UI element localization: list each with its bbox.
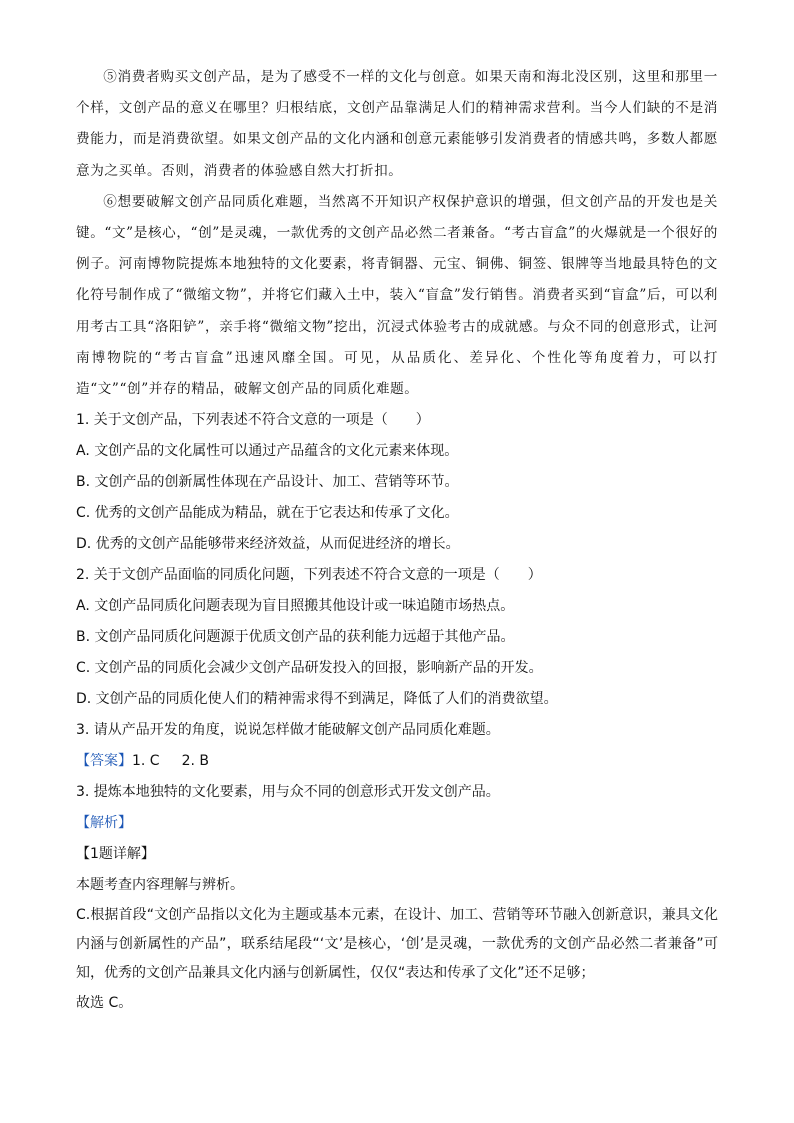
question-1-stem: 1. 关于文创产品，下列表述不符合文意的一项是（ ）: [76, 412, 430, 429]
question-2-option-c: C. 文创产品的同质化会减少文创产品研发投入的回报，影响新产品的开发。: [76, 660, 543, 677]
question-3-stem: 3. 请从产品开发的角度，说说怎样做才能破解文创产品同质化难题。: [76, 722, 500, 739]
passage-paragraph-6: ⑥想要破解文创产品同质化难题，当然离不开知识产权保护意识的增强，但文创产品的开发也是关键。“文”是核心，“创”是灵魂，一款优秀的文创产品必然二者兼备。“考古盲盒”的火爆就是一个很好的例子。河南博物院提炼本地独特的文化要素，将青铜器、元宝、铜佛、铜签、银牌等当地最具特色的文化符号制作成了“微缩文物”，并将它们藏入土中，装入“盲盒”发行销售。消费者买到“盲盒”后，可以利用考古工具“洛阳铲”，亲手将“微缩文物”挖出，沉浸式体验考古的成就感。与众不同的创意形式，让河南博物院的“考古盲盒”迅速风靡全国。可见，从品质化、差异化、个性化等角度着力，可以打造“文”“创”并存的精品，破解文创产品的同质化难题。: [76, 193, 718, 398]
question-2-option-b: B. 文创产品同质化问题源于优质文创产品的获利能力远超于其他产品。: [76, 629, 515, 646]
answer-1: 1. C: [132, 753, 160, 770]
analysis-intro: 本题考查内容理解与辨析。: [76, 877, 244, 894]
answer-row: [76, 746, 718, 777]
question-1-option-b: B. 文创产品的创新属性体现在产品设计、加工、营销等环节。: [76, 474, 459, 491]
question-1-option-d: D. 优秀的文创产品能够带来经济效益，从而促进经济的增长。: [76, 536, 460, 553]
analysis-tag: 【解析】: [76, 815, 132, 832]
question-2-option-a: A. 文创产品同质化问题表现为盲目照搬其他设计或一味追随市场热点。: [76, 598, 515, 615]
reading-passage: [76, 62, 718, 405]
answer-3: 3. 提炼本地独特的文化要素，用与众不同的创意形式开发文创产品。: [76, 784, 500, 801]
questions-section: [76, 405, 718, 1019]
passage-paragraph-5: ⑤消费者购买文创产品，是为了感受不一样的文化与创意。如果天南和海北没区别，这里和那里一个样，文创产品的意义在哪里？归根结底，文创产品靠满足人们的精神需求营利。当今人们缺的不是消费能力，而是消费欲望。如果文创产品的文化内涵和创意元素能够引发消费者的情感共鸣，多数人都愿意为之买单。否则，消费者的体验感自然大打折扣。: [76, 69, 718, 179]
question-2-option-d: D. 文创产品的同质化使人们的精神需求得不到满足，降低了人们的消费欲望。: [76, 691, 558, 708]
answer-2: 2. B: [181, 753, 210, 770]
question-1-option-a: A. 文创产品的文化属性可以通过产品蕴含的文化元素来体现。: [76, 443, 459, 460]
answer-tag: 【答案】: [76, 753, 132, 770]
analysis-q1-heading: 【1题详解】: [76, 846, 155, 863]
analysis-body: C.根据首段“文创产品指以文化为主题或基本元素，在设计、加工、营销等环节融入创新意识，兼具文化内涵与创新属性的产品”，联系结尾段“‘文’是核心，‘创’是灵魂，一款优秀的文创产品必然二者兼备”可知，优秀的文创产品兼具文化内涵与创新属性，仅仅“表达和传承了文化”还不足够；: [76, 907, 718, 982]
question-1-option-c: C. 优秀的文创产品能成为精品，就在于它表达和传承了文化。: [76, 505, 459, 522]
question-2-stem: 2. 关于文创产品面临的同质化问题，下列表述不符合文意的一项是（ ）: [76, 567, 542, 584]
analysis-conclusion: 故选 C。: [76, 995, 133, 1012]
